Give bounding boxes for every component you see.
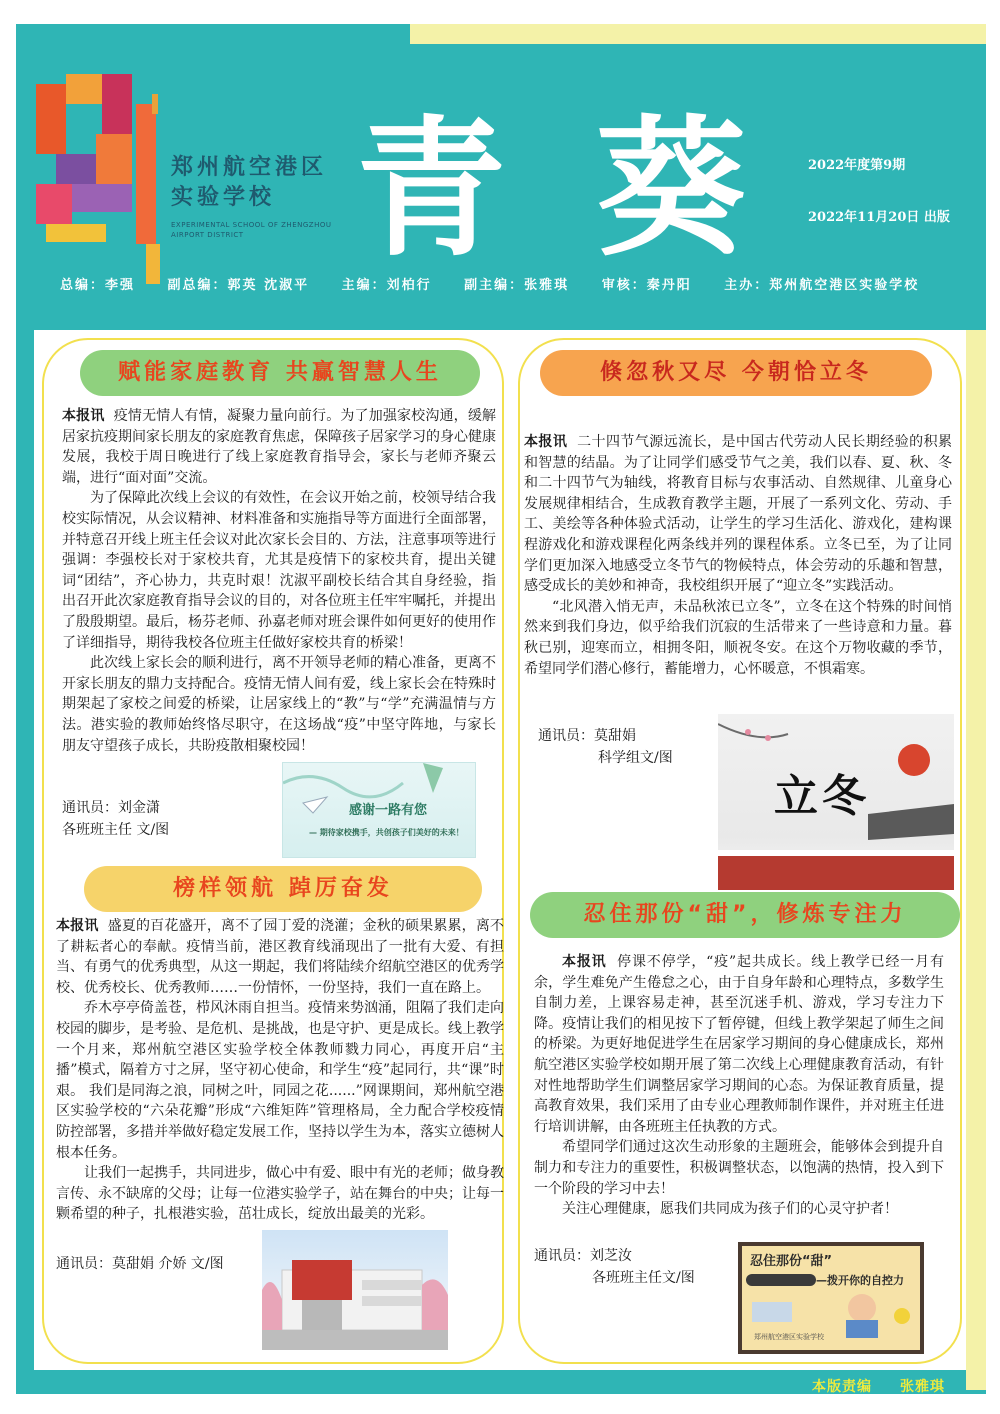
heading-focus: 忍住那份“甜”，修炼专注力 [530, 892, 960, 938]
focus-class-image [738, 1242, 924, 1354]
focus-image-subtitle: —拨开你的自控力 [816, 1274, 904, 1287]
lead-tag: 本报讯 [562, 954, 607, 970]
article-paragraph: 此次线上家长会的顺利进行，离不开领导老师的精心准备，更离不开家长朋友的鼎力支持配合。疫情无情人间有爱，线上家长会在特殊时期架起了家校之间爱的桥梁，让居家线上的“教”与“学”充满温情与方法。港实验的教师始终恪尽职守，在这场战“疫”中坚守阵地，与家长朋友守望孩子成长，共盼疫散相聚校园！ [62, 655, 496, 754]
deputy-editor: 副主编：张雅琪 [464, 278, 570, 293]
lead-tag: 本报讯 [62, 408, 105, 424]
credit-focus: 各班班主任文/图 [592, 1270, 695, 1286]
article-focus [534, 952, 944, 1220]
lead-tag: 本报讯 [56, 918, 99, 934]
issue-number: 2022年度第9期 [808, 158, 906, 173]
heading-start-of-winter: 倏忽秋又尽 今朝恰立冬 [540, 350, 932, 396]
article-paragraph: 盛夏的百花盛开，离不了园丁爱的浇灌；金秋的硕果累累，离不了耕耘者心的奉献。疫情当前，港区教育线涌现出了一批有大爱、有担当、有勇气的优秀典型，从这一期起，我们将陆续介绍航空港区的优秀学校、优秀校长、优秀教师……一份情怀，一份坚持，我们一直在路上。 [56, 918, 504, 996]
reviewer: 审核：秦丹阳 [601, 278, 692, 293]
thanks-image-caption: 感谢一路有您 [349, 803, 428, 818]
article-paragraph: 二十四节气源远流长，是中国古代劳动人民长期经验的积累和智慧的结晶。为了让同学们感受节气之美，我们以春、夏、秋、冬和二十四节气为轴线，将教育目标与农事活动、自然规律、儿童身心发展规律相结合，生成教育教学主题，开展了一系列文化、劳动、手工、美绘等各种体验式活动，让学生的学习生活化、游戏化，建构课程游戏化和游戏课程化两条线并列的课程体系。立冬已至，为了让同学们更加深入地感受立冬节气的物候特点，体会劳动的乐趣和智慧，感受成长的美妙和神奇，我校组织开展了“迎立冬”实践活动。 [524, 434, 953, 595]
editor: 主编：刘柏行 [341, 278, 432, 293]
school-building-art [262, 1230, 448, 1350]
content-area [34, 330, 966, 1370]
credit-family-education: 各班班主任 文/图 [62, 822, 170, 838]
publish-date: 2022年11月20日 出版 [808, 210, 950, 225]
reporter-family-education: 通讯员：刘金潇 [62, 800, 160, 816]
article-start-of-winter [524, 432, 952, 679]
credit-start-of-winter: 科学组文/图 [598, 750, 673, 766]
article-paragraph: 乔木亭亭倚盖苍，栉风沐雨自担当。疫情来势汹涌，阻隔了我们走向校园的脚步，是考验、是危机、是挑战，也是守护、更是成长。线上教学一个月来，郑州航空港区实验学校全体教师戮力同心，再度开启“主播”模式，隔着方寸之屏，坚守初心使命，和学生“疫”起同行，共“课”时艰。 我们是同海之浪，同树之叶，同园之花......”网课期间，郑州航空港区实验学校的“六朵花瓣”形成“六维矩阵”管理格局，全力配合学校疫情防控部署，多措并举做好稳定发展工作，坚持以学生为本，落实立德树人根本任务。 [56, 1000, 504, 1161]
thanks-image-subcaption: — 期待家校携手，共创孩子们美好的未来！ [309, 828, 464, 837]
article-role-models [56, 916, 504, 1225]
article-paragraph: 停课不停学，“疫”起共成长。线上教学已经一月有余，学生难免产生倦怠之心，由于自身年龄和心理特点，多数学生自制力差，上课容易走神，甚至沉迷手机、游戏，学习专注力下降。疫情让我们的相见按下了暂停键，但线上教学架起了师生之间的桥梁。为更好地促进学生在居家学习期间的身心健康成长，郑州航空港区实验学校如期开展了第二次线上心理健康教育活动，有针对性地帮助学生们调整居家学习期间的心态。为保证教育质量，提高教育效果，我们采用了由专业心理教师制作课件，并对班主任进行培训讲解，由各班班主任执教的方式。 [534, 954, 944, 1135]
school-logo-icon [36, 64, 176, 294]
newspaper-title-char-2: 葵 [596, 101, 747, 277]
focus-image-school: 郑州航空港区实验学校 [754, 1333, 824, 1341]
reporter-focus: 通讯员：刘芝汝 [534, 1248, 632, 1264]
school-building-photo [262, 1230, 448, 1350]
heading-family-education: 赋能家庭教育 共赢智慧人生 [80, 350, 480, 396]
newspaper-title-char-1: 青 [356, 101, 507, 277]
article-paragraph: 关注心理健康，愿我们共同成为孩子们的心灵守护者！ [562, 1201, 898, 1218]
deputy-chief-editor: 副总编：郭英 沈淑平 [167, 278, 310, 293]
start-of-winter-title: 立冬 [774, 771, 870, 822]
chief-editor: 总编：李强 [60, 278, 136, 293]
article-family-education [62, 406, 496, 756]
reporter-start-of-winter: 通讯员：莫甜娟 [538, 728, 636, 744]
page-editor-label: 本版责编 [812, 1379, 872, 1395]
sponsor: 主办：郑州航空港区实验学校 [724, 278, 920, 293]
school-name-en: EXPERIMENTAL SCHOOL OF ZHENGZHOU AIRPORT DISTRICT [171, 221, 332, 239]
start-of-winter-image [718, 714, 954, 890]
focus-image-title: 忍住那份“甜” [750, 1254, 833, 1269]
editorial-credits [60, 274, 960, 293]
page-editor-name: 张雅琪 [900, 1379, 945, 1395]
article-paragraph: 为了保障此次线上会议的有效性，在会议开始之前，校领导结合我校实际情况，从会议精神、材料准备和实施指导等方面进行全面部署，并特意召开线上班主任会议对此次家长会目的、方法，注意事项等进行强调：李强校长对于家校共育，尤其是疫情下的家校共育，提出关键词“团结”，齐心协力，共克时艰！沈淑平副校长结合其自身经验，指出召开此次家庭教育指导会议的目的，对各位班主任牢牢嘱托，并提出了殷殷期望。最后，杨芬老师、孙嘉老师对班会课件如何更好的使用作了详细指导，期待我校各位班主任做好家校共育的桥梁！ [62, 490, 496, 651]
article-paragraph: 让我们一起携手，共同进步，做心中有爱、眼中有光的老师；做身教言传、永不缺席的父母；让每一位港实验学子，站在舞台的中央；让每一颗希望的种子，扎根港实验，茁壮成长，绽放出最美的光彩。 [56, 1165, 504, 1223]
credit-role-models: 通讯员：莫甜娟 介娇 文/图 [56, 1256, 224, 1272]
school-name-cn: 郑州航空港区实验学校 [171, 154, 328, 210]
decorative-strip-right [966, 330, 986, 1390]
page-editor [812, 1376, 973, 1396]
lead-tag: 本报讯 [524, 434, 568, 450]
heading-role-models: 榜样领航 踔厉奋发 [84, 866, 482, 912]
article-paragraph: 希望同学们通过这次生动形象的主题班会，能够体会到提升自制力和专注力的重要性，积极调整状态，以饱满的热情，投入到下一个阶段的学习中去！ [534, 1139, 944, 1197]
article-paragraph: 疫情无情人有情，凝聚力量向前行。为了加强家校沟通，缓解居家抗疫期间家长朋友的家庭教育焦虑，保障孩子居家学习的身心健康发展，我校于周日晚进行了线上家庭教育指导会，家长与老师齐聚云端，进行“面对面”交流。 [62, 408, 497, 486]
thanks-image [282, 762, 476, 858]
article-paragraph: “北风潜入悄无声，未品秋浓已立冬”，立冬在这个特殊的时间悄然来到我们身边，似乎给我们沉寂的生活带来了一些诗意和力量。暮秋已别，迎寒而立，相拥冬阳，顺祝冬安。在这个万物收藏的季节，希望同学们潜心修行，蓄能增力，心怀暖意，不惧霜寒。 [524, 598, 952, 677]
